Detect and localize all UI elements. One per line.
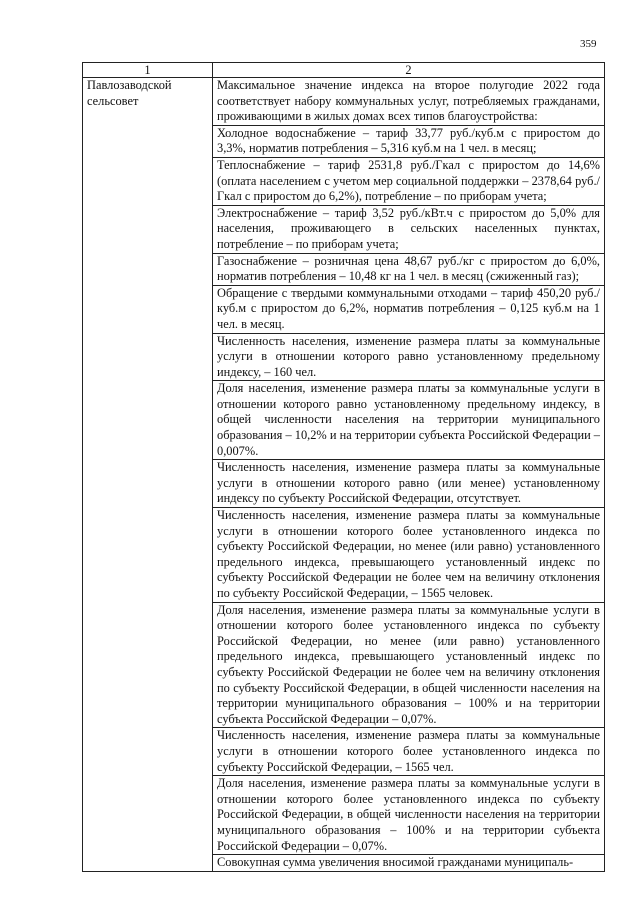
paragraph-population-less: Численность населения, изменение размера платы за коммунальные услуги в отношении которого равно (или менее) установленному индексу по субъекту Российской Федерации, отсутствует. xyxy=(213,459,604,507)
column-header-1: 1 xyxy=(83,63,213,78)
paragraph-population-equal: Численность населения, изменение размера платы за коммунальные услуги в отношении которого равно установленному предельному индексу, – 160 чел. xyxy=(213,333,604,381)
paragraph-population-between: Численность населения, изменение размера платы за коммунальные услуги в отношении которого более установленного индекса по субъекту Российской Федерации, но менее (или равно) установленного предельного индекса, превышающего установленный индекс по субъекту Российской Федерации не более чем на величину отклонения по субъекту Российской Федерации, – 1565 человек. xyxy=(213,507,604,602)
column-header-2: 2 xyxy=(213,63,605,78)
document-table xyxy=(82,62,605,872)
table-row xyxy=(83,78,605,872)
paragraph-waste: Обращение с твердыми коммунальными отходами – тариф 450,20 руб./куб.м с приростом до 6,2%, норматив потребления – 0,125 куб.м на 1 чел. в месяц. xyxy=(213,285,604,333)
paragraph-intro: Максимальное значение индекса на второе полугодие 2022 года соответствует набору коммунальных услуг, потребляемых гражданами, проживающими в жилых домах всех типов благоустройства: xyxy=(217,78,600,124)
paragraph-electricity: Электроснабжение – тариф 3,52 руб./кВт.ч с приростом до 5,0% для населения, проживающего в сельских населенных пунктах, потребление – по приборам учета; xyxy=(213,205,604,253)
paragraph-share-equal: Доля населения, изменение размера платы за коммунальные услуги в отношении которого равно установленному предельному индексу, в общей численности населения на территории муниципального образования – 10,2% и на территории субъекта Российской Федерации – 0,007%. xyxy=(213,380,604,459)
table-header-row xyxy=(83,63,605,78)
paragraph-cold-water: Холодное водоснабжение – тариф 33,77 руб./куб.м с приростом до 3,3%, норматив потребления – 5,316 куб.м на 1 чел. в месяц; xyxy=(213,125,604,157)
paragraph-population-more: Численность населения, изменение размера платы за коммунальные услуги в отношении которого более установленного индекса по субъекту Российской Федерации, – 1565 чел. xyxy=(213,727,604,775)
page-number: 359 xyxy=(580,38,597,50)
paragraph-share-between: Доля населения, изменение размера платы за коммунальные услуги в отношении которого более установленного индекса по субъекту Российской Федерации, но менее (или равно) установленного предельного индекса, превышающего установленный индекс по субъекту Российской Федерации не более чем на величину отклонения по субъекту Российской Федерации, в общей численности населения на территории муниципального образования – 100% и на территории субъекта Российской Федерации – 0,07%. xyxy=(213,602,604,728)
paragraph-heating: Теплоснабжение – тариф 2531,8 руб./Гкал с приростом до 14,6% (оплата населением с учетом мер социальной поддержки – 2378,64 руб./Гкал с приростом до 6,2%), потребление – по приборам учета; xyxy=(213,157,604,205)
paragraph-total-sum: Совокупная сумма увеличения вносимой гражданами муниципаль- xyxy=(213,854,604,871)
paragraph-gas: Газоснабжение – розничная цена 48,67 руб./кг с приростом до 6,0%, норматив потребления – 10,48 кг на 1 чел. в месяц (сжиженный газ); xyxy=(213,253,604,285)
paragraph-share-more: Доля населения, изменение размера платы за коммунальные услуги в отношении которого более установленного индекса по субъекту Российской Федерации, в общей численности населения на территории муниципального образования – 100% и на территории субъекта Российской Федерации – 0,07%. xyxy=(213,775,604,854)
municipality-name: Павлозаводской сельсовет xyxy=(83,78,213,872)
indicator-description xyxy=(213,78,605,872)
